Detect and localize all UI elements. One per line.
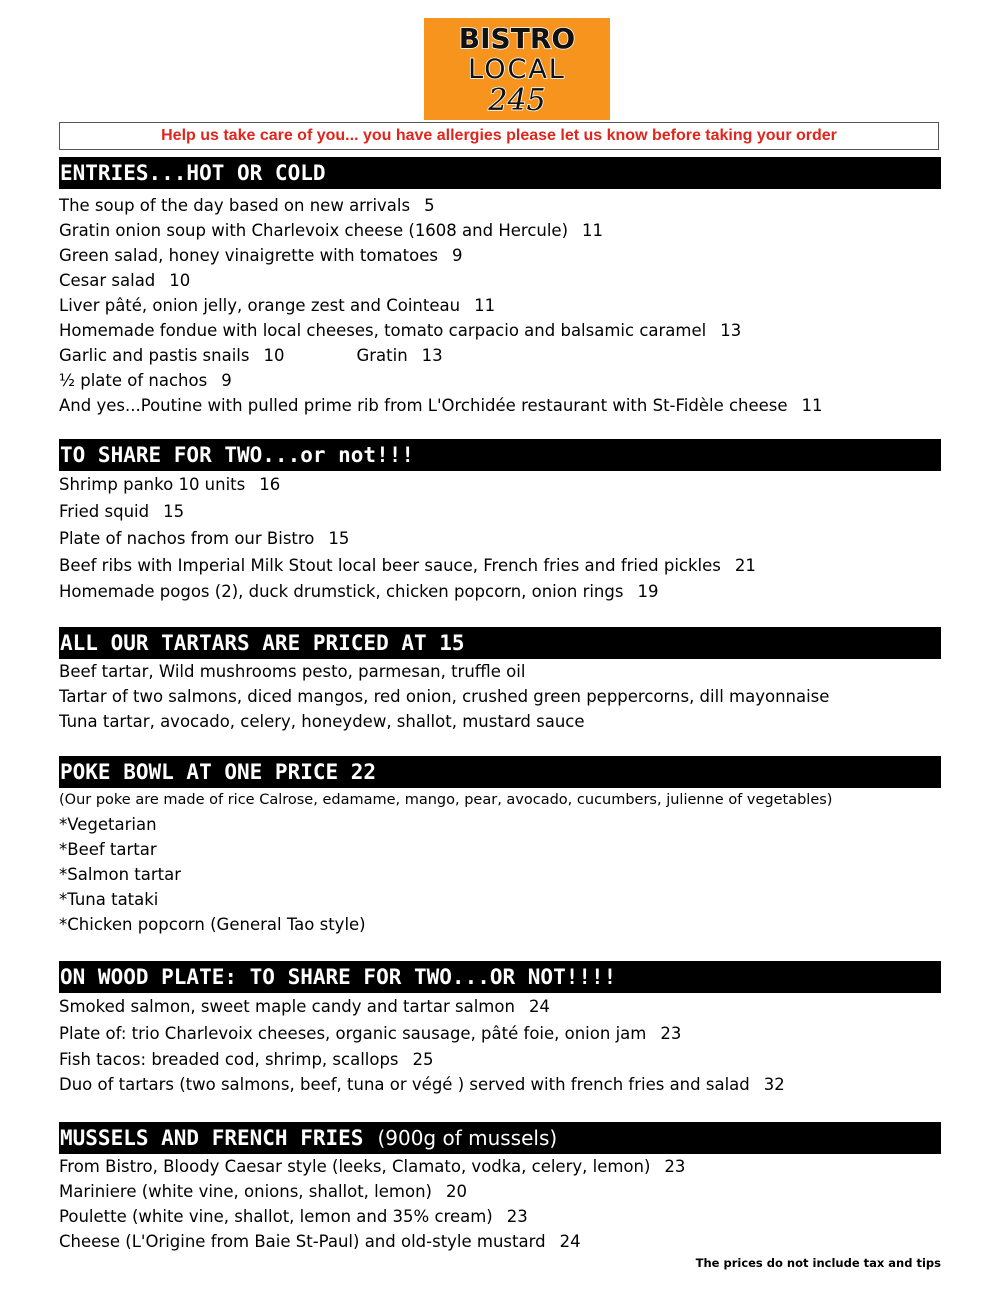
mussels-subtitle: (900g of mussels) (377, 1126, 558, 1150)
menu-item: Cheese (L'Origine from Baie St-Paul) and old-style mustard 24 (59, 1232, 581, 1251)
menu-item: Smoked salmon, sweet maple candy and tartar salmon 24 (59, 997, 550, 1016)
section-share (59, 439, 941, 604)
menu-item: Cesar salad 10 (59, 271, 191, 290)
menu-item: Plate of: trio Charlevoix cheeses, organic sausage, pâté foie, onion jam 23 (59, 1024, 682, 1043)
menu-item: *Tuna tataki (59, 890, 159, 909)
section-heading: POKE BOWL AT ONE PRICE 22 (59, 756, 941, 788)
menu-item: The soup of the day based on new arrivals 5 (59, 196, 435, 215)
section-heading: ENTRIES...HOT OR COLD (59, 157, 941, 189)
menu-item: Liver pâté, onion jelly, orange zest and Cointeau 11 (59, 296, 496, 315)
menu-item: Fish tacos: breaded cod, shrimp, scallops 25 (59, 1050, 434, 1069)
menu-item: Gratin onion soup with Charlevoix cheese (1608 and Hercule) 11 (59, 221, 604, 240)
menu-item: Beef ribs with Imperial Milk Stout local beer sauce, French fries and fried pickles 21 (59, 556, 756, 575)
section-wood-plate (59, 961, 941, 1097)
menu-item: Shrimp panko 10 units 16 (59, 475, 281, 494)
poke-note: (Our poke are made of rice Calrose, edamame, mango, pear, avocado, cucumbers, julienne of vegetables) (59, 792, 833, 808)
tax-disclaimer: The prices do not include tax and tips (695, 1256, 941, 1270)
menu-item: *Beef tartar (59, 840, 157, 859)
menu-item: Homemade fondue with local cheeses, tomato carpacio and balsamic caramel 13 (59, 321, 742, 340)
section-tartars (59, 627, 941, 734)
menu-item: *Salmon tartar (59, 865, 182, 884)
menu-item: Plate of nachos from our Bistro 15 (59, 529, 350, 548)
menu-item: Poulette (white vine, shallot, lemon and 35% cream) 23 (59, 1207, 528, 1226)
logo-line-1: BISTRO (458, 22, 576, 55)
menu-item: Fried squid 15 (59, 502, 185, 521)
logo-line-3: 245 (488, 83, 546, 118)
section-heading: TO SHARE FOR TWO...or not!!! (59, 439, 941, 471)
menu-item: From Bistro, Bloody Caesar style (leeks, Clamato, vodka, celery, lemon) 23 (59, 1157, 686, 1176)
bistro-logo (424, 18, 610, 120)
menu-item: Garlic and pastis snails 10 Gratin 13 (59, 346, 443, 365)
section-heading: ON WOOD PLATE: TO SHARE FOR TWO...OR NOT!!!! (59, 961, 941, 993)
section-heading: MUSSELS AND FRENCH FRIES (900g of mussels) (59, 1122, 941, 1154)
bistro-logo-artwork (424, 18, 610, 120)
menu-item: Tartar of two salmons, diced mangos, red onion, crushed green peppercorns, dill mayonnaise (59, 687, 830, 706)
menu-item: Homemade pogos (2), duck drumstick, chicken popcorn, onion rings 19 (59, 582, 659, 601)
section-poke (59, 756, 941, 937)
section-mussels (59, 1122, 941, 1254)
section-entries (59, 157, 941, 418)
menu-item: And yes...Poutine with pulled prime rib from L'Orchidée restaurant with St-Fidèle cheese 11 (59, 396, 823, 415)
menu-item: ½ plate of nachos 9 (59, 371, 232, 390)
menu-item: Tuna tartar, avocado, celery, honeydew, shallot, mustard sauce (59, 712, 585, 731)
menu-item: Mariniere (white vine, onions, shallot, lemon) 20 (59, 1182, 467, 1201)
menu-item: Duo of tartars (two salmons, beef, tuna or végé ) served with french fries and salad 32 (59, 1075, 785, 1094)
allergy-notice: Help us take care of you... you have allergies please let us know before taking your order (59, 122, 939, 150)
menu-item: *Chicken popcorn (General Tao style) (59, 915, 366, 934)
section-heading: ALL OUR TARTARS ARE PRICED AT 15 (59, 627, 941, 659)
menu-item: Green salad, honey vinaigrette with tomatoes 9 (59, 246, 463, 265)
menu-item: Beef tartar, Wild mushrooms pesto, parmesan, truffle oil (59, 662, 526, 681)
logo-line-2: LOCAL (468, 54, 566, 85)
menu-item: *Vegetarian (59, 815, 157, 834)
